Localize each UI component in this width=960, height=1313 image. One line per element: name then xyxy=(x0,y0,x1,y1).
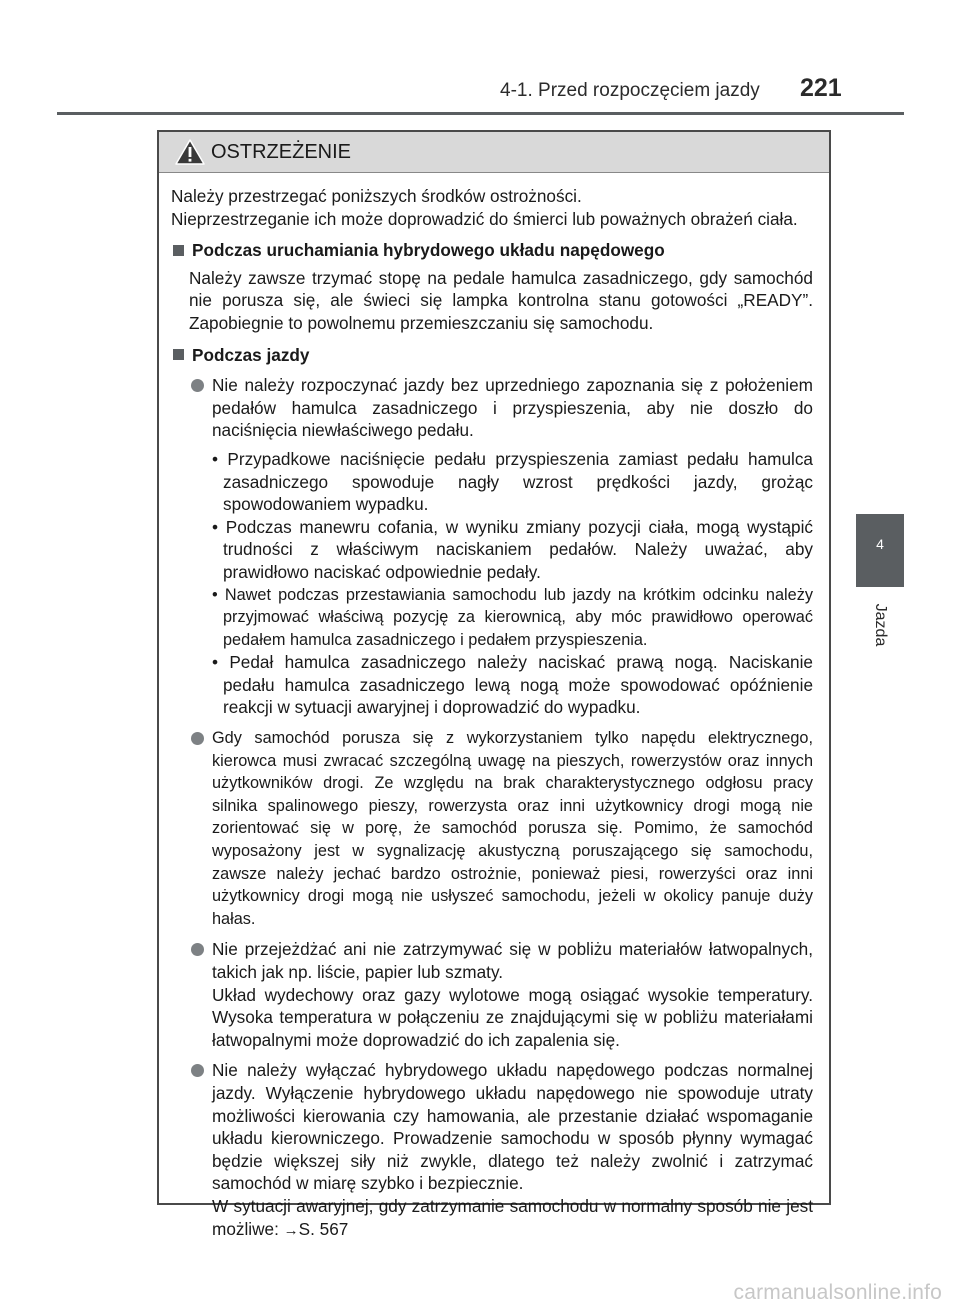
bullet-flammable-text: Nie przejeżdżać ani nie zatrzymywać się w pobliżu materiałów łatwopalnych, takich jak np. liście, papier lub szmaty. Układ wydechowy oraz gazy wylotowe mogą osiągać wysokie temperatury. Wysoka temperatura w połączeniu ze znajdującymi się w pobliżu materiałami łatwopalnymi może doprowadzić do ich zapalenia się. xyxy=(212,939,813,1050)
chapter-label xyxy=(856,590,904,660)
sub-item: • Nawet podczas przestawiania samochodu lub jazdy na krótkim odcinku należy przyjmować właściwą pozycję za kierownicą, aby móc prawidłowo operować pedałem hamulca zasadniczego i pedałem przyspieszenia. xyxy=(212,585,813,649)
sub-item: • Pedał hamulca zasadniczego należy naciskać prawą nogą. Naciskanie pedału hamulca zasadniczego lewą nogą może spowodować opóźnienie reakcji w sytuacji awaryjnej i doprowadzić do wypadku. xyxy=(212,652,813,718)
section-title: 4-1. Przed rozpoczęciem jazdy xyxy=(500,80,760,101)
bullet-shutdown-text xyxy=(212,1059,813,1242)
warning-triangle-icon xyxy=(175,139,205,165)
round-bullet-icon xyxy=(191,732,204,745)
section-heading-start xyxy=(171,239,813,262)
page-reference-link[interactable]: S. 567 xyxy=(298,1218,349,1239)
section-heading-driving xyxy=(171,344,813,367)
page-number: 221 xyxy=(800,74,842,102)
warning-intro: Należy przestrzegać poniższych środków ostrożności. Nieprzestrzeganie ich może doprowadzić do śmierci lub poważnych obrażeń ciała. xyxy=(171,186,798,229)
warning-body xyxy=(159,173,829,1242)
warning-header xyxy=(159,132,829,173)
header-rule xyxy=(57,112,904,115)
chapter-label-text: Jazda xyxy=(872,603,889,647)
reference-arrow-icon: → xyxy=(283,1221,299,1239)
section-title-driving: Podczas jazdy xyxy=(192,344,310,365)
round-bullet-icon xyxy=(191,943,204,956)
warning-box xyxy=(157,130,831,1239)
watermark: carmanualsonline.info xyxy=(733,1281,942,1304)
bullet-pedals xyxy=(171,374,813,719)
sub-item: • Podczas manewru cofania, w wyniku zmiany pozycji ciała, mogą wystąpić trudności z właściwym naciskaniem pedałów. Należy uważać, aby prawidłowo naciskać odpowiednie pedały. xyxy=(212,516,813,582)
bullet-pedals-text: Nie należy rozpoczynać jazdy bez uprzedniego zapoznania się z położeniem pedałów hamulca zasadniczego i przyspieszenia, aby nie doszło do naciśnięcia niewłaściwego pedału. xyxy=(212,375,813,441)
warning-title: OSTRZEŻENIE xyxy=(211,140,352,163)
chapter-tab: 4 xyxy=(856,514,904,587)
section-text-start: Należy zawsze trzymać stopę na pedale hamulca zasadniczego, gdy samochód nie porusza się, ale świeci się lampka kontrolna stanu gotowości „READY”. Zapobiegnie to powolnemu przemieszczaniu się samochodu. xyxy=(189,267,813,333)
bullet-shutdown-body: Nie należy wyłączać hybrydowego układu napędowego podczas normalnej jazdy. Wyłączenie hybrydowego układu napędowego nie spowoduje utraty możliwości kierowania czy hamowania, ale przestanie działać wspomaganie układu kierowniczego. Prowadzenie samochodu w sposób płynny wymagać będzie większej siły niż zwykle, dlatego też należy zwolnić i zatrzymać samochód w miarę szybko i bezpiecznie. W sytuacji awaryjnej, gdy zatrzymanie samochodu w normalny sposób nie jest możliwe: xyxy=(212,1060,813,1239)
round-bullet-icon xyxy=(191,379,204,392)
section-title-start: Podczas uruchamiania hybrydowego układu napędowego xyxy=(192,240,665,261)
bullet-shutdown xyxy=(171,1059,813,1242)
round-bullet-icon xyxy=(191,1064,204,1077)
bullet-flammable xyxy=(171,938,813,1051)
square-bullet-icon xyxy=(173,349,184,360)
bullet-electric-mode-text: Gdy samochód porusza się z wykorzystaniem tylko napędu elektrycznego, kierowca musi zwracać szczególną uwagę na pieszych, rowerzystów oraz innych użytkowników drogi. Ze względu na brak charakterystycznego odgłosu pracy silnika spalinowego pieszy, rowerzysta oraz inni użytkownicy drogi mogą nie zorientować się w porę, że samochód porusza się. Pomimo, że samochód wyposażony jest w sygnalizację akustyczną poruszającego się samochodu, zawsze należy jechać bardzo ostrożnie, ponieważ piesi, rowerzyści oraz inni użytkownicy drogi mogą nie usłyszeć samochodu, jeżeli w okolicy panuje duży hałas. xyxy=(212,729,813,928)
square-bullet-icon xyxy=(173,245,184,256)
sub-item: • Przypadkowe naciśnięcie pedału przyspieszenia zamiast pedału hamulca zasadniczego spowoduje nagły wzrost prędkości jazdy, grożąc spowodowaniem wypadku. xyxy=(212,448,813,515)
bullet-electric-mode xyxy=(171,727,813,930)
